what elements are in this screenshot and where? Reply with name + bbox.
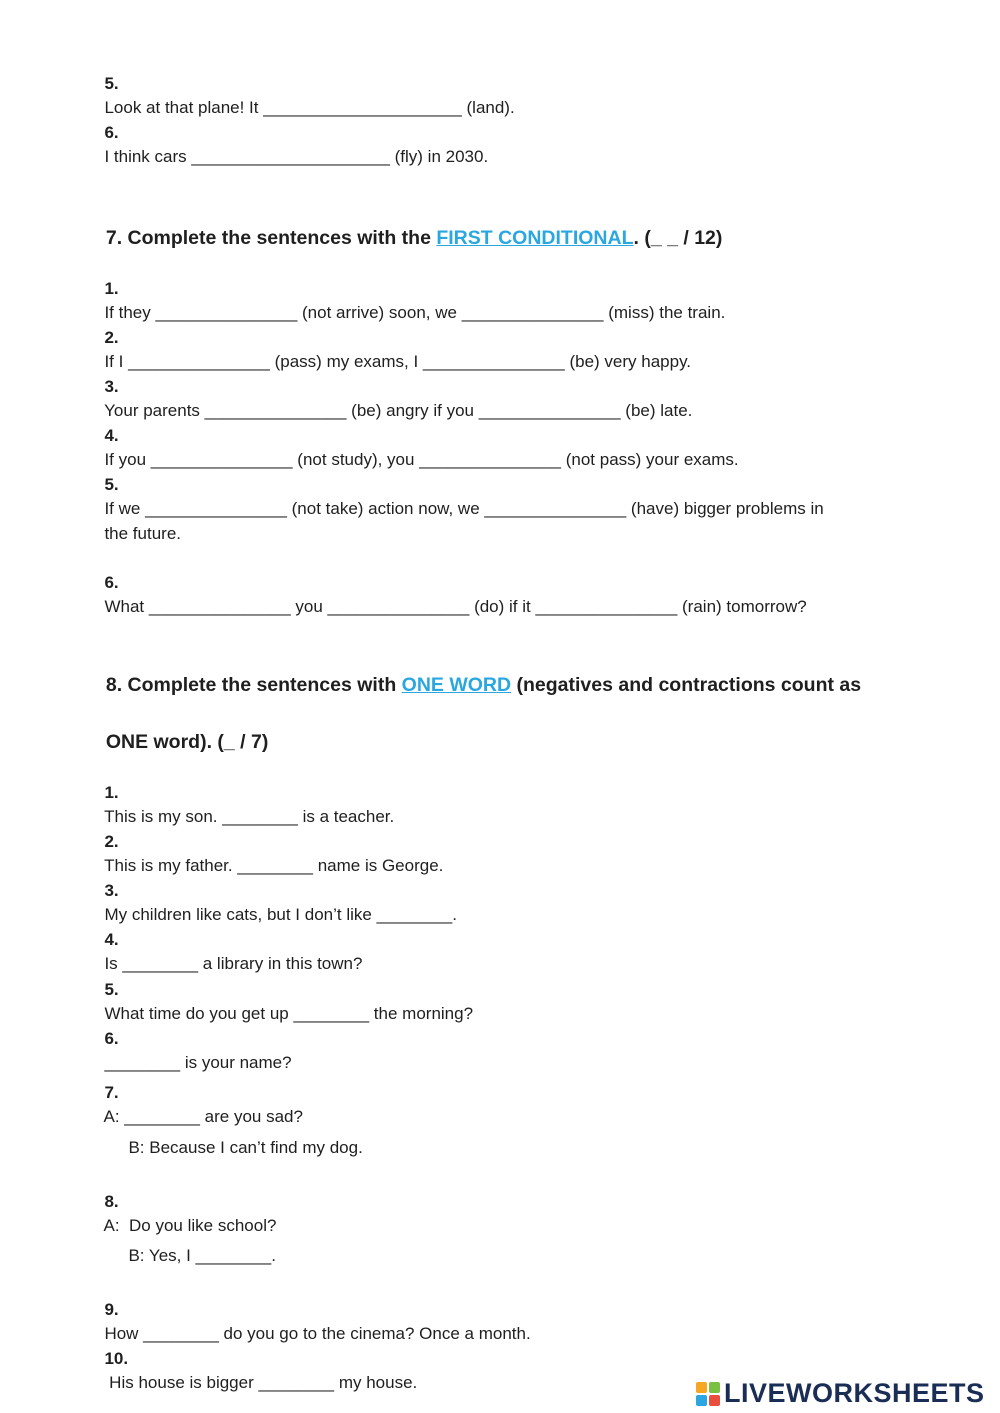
heading-score: . (_ _ / 12) [633, 227, 723, 249]
exercise-item [95, 449, 824, 521]
exercise-item [95, 547, 807, 619]
item-number: 10. [104, 1349, 129, 1368]
item-text: If I _______________ (pass) my exams, I _______________ (be) very happy. [104, 352, 692, 371]
item-text: B: Because I can’t find my dog. [128, 1138, 363, 1157]
item-text: A: Do you like school? [103, 1216, 277, 1235]
item-number: 2. [104, 832, 119, 851]
heading-text: 8. Complete the sentences with [105, 674, 402, 696]
item-text: If we _______________ (not take) action now, we _______________ (have) bigger problems in [104, 499, 824, 518]
item-text: His house is bigger ________ my house. [104, 1373, 418, 1392]
item-number: 6. [104, 1029, 119, 1048]
item-number: 6. [104, 573, 119, 592]
item-number: 6. [104, 123, 119, 142]
heading-text: (negatives and contractions count as [511, 674, 862, 696]
item-text: This is my father. ________ name is George. [104, 856, 444, 875]
keyword-one-word: ONE WORD [401, 674, 512, 696]
liveworksheets-watermark [696, 1378, 985, 1409]
item-number: 9. [104, 1300, 119, 1319]
item-number: 5. [104, 980, 119, 999]
item-text: ________ is your name? [104, 1053, 292, 1072]
item-number: 8. [104, 1192, 119, 1211]
watermark-text: LIVEWORKSHEETS [724, 1378, 985, 1408]
exercise-item-continuation [119, 1112, 363, 1160]
item-text: What time do you get up ________ the morning? [104, 1004, 474, 1023]
item-text: If you _______________ (not study), you _______________ (not pass) your exams. [104, 450, 739, 469]
item-text: Is ________ a library in this town? [104, 954, 363, 973]
keyword-first-conditional: FIRST CONDITIONAL [436, 227, 634, 249]
item-text: the future. [104, 524, 182, 543]
item-number: 3. [104, 377, 119, 396]
item-text: How ________ do you go to the cinema? Once a month. [104, 1324, 531, 1343]
exercise-item-continuation [95, 498, 181, 546]
item-text: I think cars _____________________ (fly) in 2030. [104, 147, 489, 166]
item-text: Look at that plane! It _____________________ (land). [104, 98, 515, 117]
item-text: A: ________ are you sad? [103, 1107, 303, 1126]
item-text: My children like cats, but I don’t like ________. [104, 905, 457, 924]
section-8-heading-line2 [95, 700, 268, 756]
item-number: 1. [104, 783, 119, 802]
section-8-heading [95, 643, 861, 699]
item-number: 1. [104, 279, 119, 298]
heading-text: 7. Complete the sentences with the [105, 227, 437, 249]
item-number: 5. [104, 475, 119, 494]
item-number: 3. [104, 881, 119, 900]
liveworksheets-logo-icon [696, 1382, 720, 1406]
item-text: What _______________ you _______________ (do) if it _______________ (rain) tomorrow? [104, 597, 807, 616]
item-text: If they _______________ (not arrive) soon, we _______________ (miss) the train. [104, 303, 726, 322]
item-text: This is my son. ________ is a teacher. [104, 807, 395, 826]
heading-score: ONE word). (_ / 7) [105, 731, 269, 753]
item-number: 4. [104, 930, 119, 949]
item-number: 7. [104, 1083, 119, 1102]
item-number: 2. [104, 328, 119, 347]
item-number: 5. [104, 74, 119, 93]
item-number: 4. [104, 426, 119, 445]
exercise-item [95, 1323, 417, 1395]
exercise-item-continuation [119, 1220, 276, 1268]
item-text: Your parents _______________ (be) angry if you _______________ (be) late. [104, 401, 693, 420]
item-text: B: Yes, I ________. [128, 1246, 276, 1265]
exercise-item [95, 97, 488, 169]
section-7-heading [95, 196, 722, 252]
